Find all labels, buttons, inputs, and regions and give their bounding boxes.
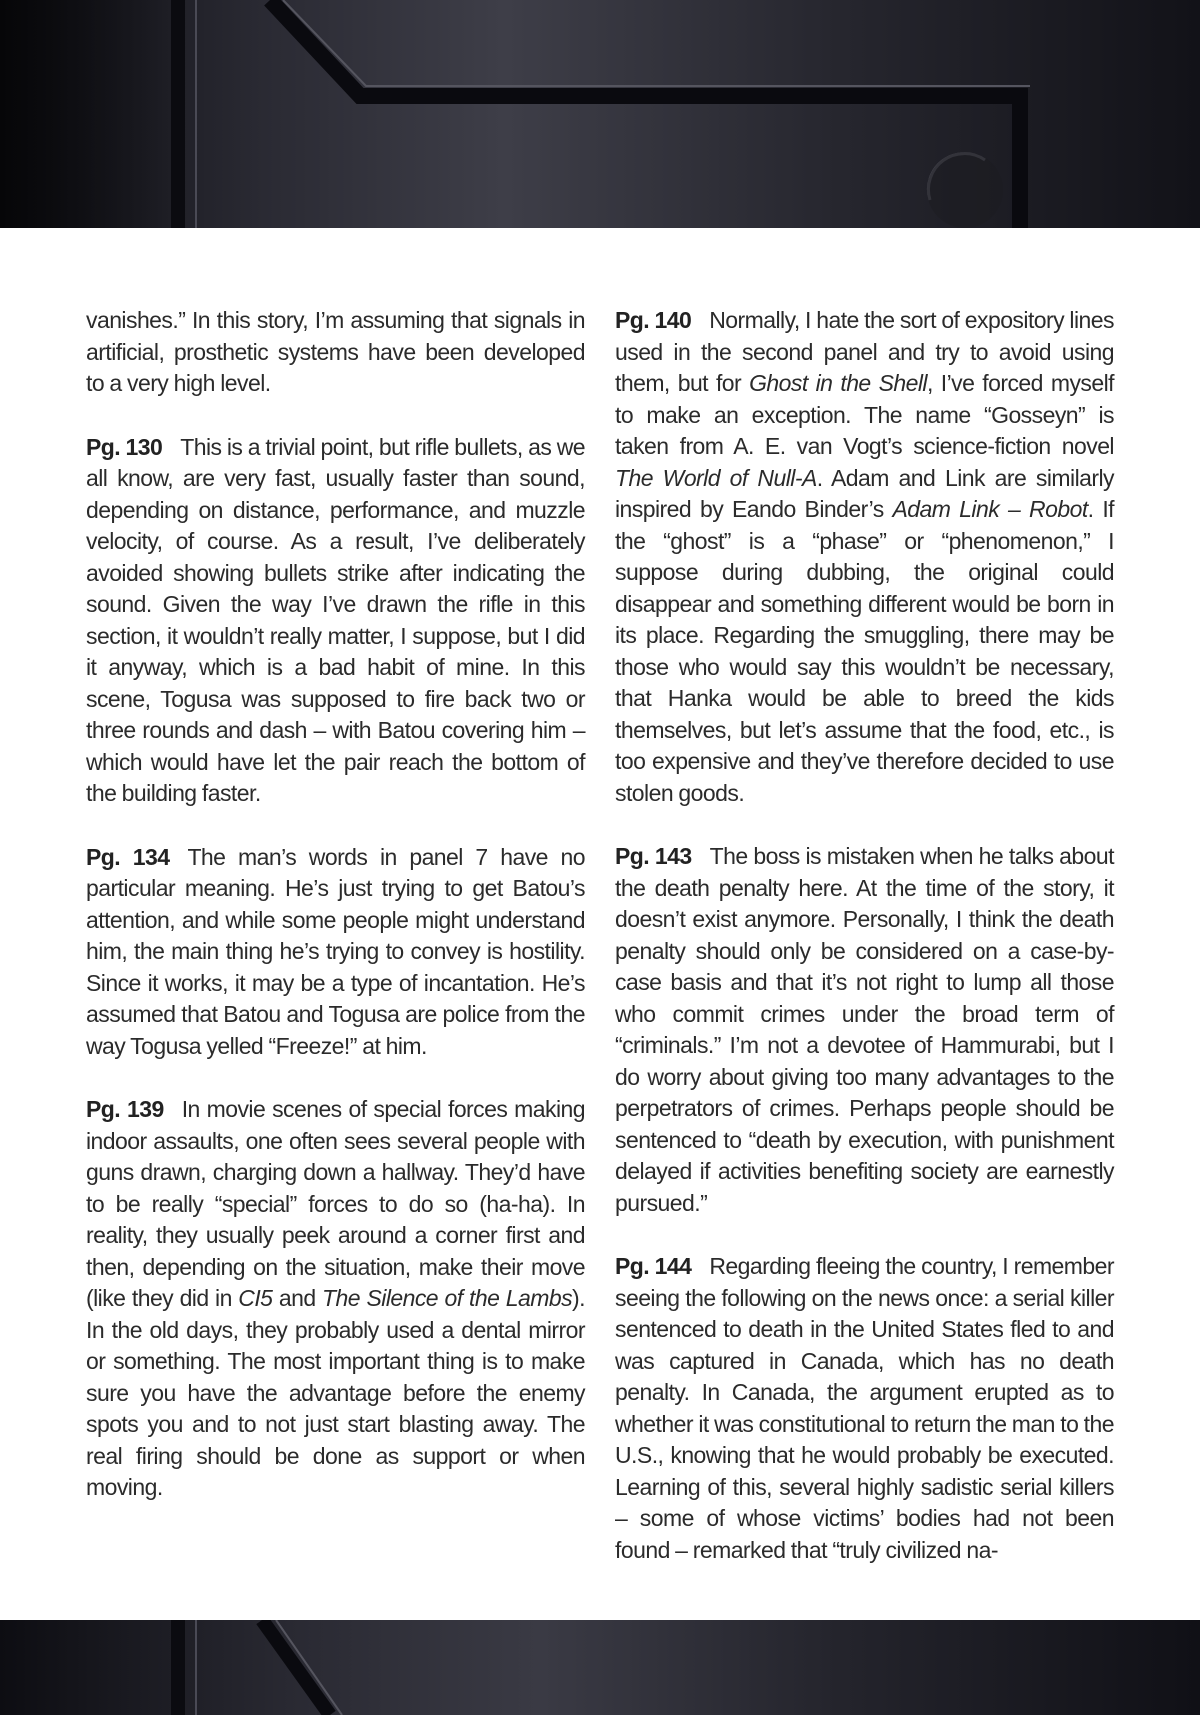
bottom-decorative-band	[0, 1620, 1200, 1715]
title-reference: Adam Link – Robot	[892, 496, 1088, 522]
title-reference: CI5	[238, 1285, 273, 1311]
text-columns	[86, 305, 1114, 1595]
circuit-panel-graphic-top	[0, 0, 1200, 228]
page-reference-label: Pg. 143	[615, 843, 692, 869]
commentary-paragraph	[86, 842, 585, 1063]
paragraph-text: ). In the old days, they probably used a dental mirror or something. The most important thing is to make sure you have the advantage before the enemy spots you and to not just start blasting away. The real firing should be done as support or when moving.	[86, 1285, 585, 1500]
paragraph-text: In movie scenes of special forces making indoor assaults, one often sees several people with guns drawn, charging down a hallway. They’d have to be really “special” forces to do so (ha-ha). In reality, they usually peek around a corner first and then, depending on the situation, make their move (like they did in	[86, 1096, 585, 1311]
page-reference-label: Pg. 139	[86, 1096, 164, 1122]
commentary-paragraph	[615, 841, 1114, 1219]
page-reference-label: Pg. 140	[615, 307, 692, 333]
paragraph-text: . If the “ghost” is a “phase” or “phenomenon,” I suppose during dubbing, the original could disappear and something different would be born in its place. Regarding the smuggling, there may be those who would say this wouldn’t be necessary, that Hanka would be able to breed the kids themselves, but let’s assume that the food, etc., is too expensive and they’ve therefore decided to use stolen goods.	[615, 496, 1115, 806]
paragraph-text: vanishes.” In this story, I’m assuming that signals in artificial, prosthetic systems have been developed to a very high level.	[86, 307, 585, 396]
page-reference-label: Pg. 130	[86, 433, 163, 460]
commentary-paragraph	[615, 305, 1114, 809]
paragraph-text: , I’ve forced myself to make an exception. The name “Gosseyn” is taken from A. E. van Vogt’s science-fiction novel	[615, 370, 1114, 459]
commentary-paragraph	[615, 1251, 1114, 1566]
commentary-paragraph	[86, 1094, 585, 1504]
paragraph-text: This is a trivial point, but rifle bullets, as we all know, are very fast, usually faster than sound, depending on distance, performance, and muzzle velocity, of course. As a result, I’ve deliberately avoided showing bullets strike after indicating the sound. Given the way I’ve drawn the rifle in this section, it wouldn’t really matter, I suppose, but I did it anyway, which is a bad habit of mine. In this scene, Togusa was supposed to fire back two or three rounds and dash – with Batou covering him – which would have let the pair reach the bottom of the building faster.	[86, 433, 585, 806]
right-column	[615, 305, 1114, 1598]
paragraph-text: Regarding fleeing the country, I remember seeing the following on the news once: a serial killer sentenced to death in the United States fled to and was captured in Canada, which has no death penalty. In Canada, the argument erupted as to whether it was constitutional to return the man to the U.S., knowing that he would probably be executed. Learning of this, several highly sadistic serial killers – some of whose victims’ bodies had not been found – remarked that “truly civilized na-	[615, 1253, 1115, 1563]
left-column	[86, 305, 585, 1536]
top-decorative-band	[0, 0, 1200, 228]
commentary-paragraph	[86, 305, 585, 400]
page-reference-label: Pg. 144	[615, 1253, 692, 1279]
paragraph-text: Normally, I hate the sort of expository lines used in the second panel and try to avoid using them, but for	[615, 307, 1114, 396]
circuit-panel-graphic-bottom	[0, 1620, 1200, 1715]
page-reference-label: Pg. 134	[86, 843, 170, 870]
title-reference: Ghost in the Shell	[749, 370, 927, 396]
paragraph-text: . Adam and Link are similarly inspired by Eando Binder’s	[615, 464, 1114, 522]
paragraph-text: The boss is mistaken when he talks about the death penalty here. At the time of the story, it doesn’t exist anymore. Personally, I think the death penalty should only be considered on a case-by-case basis and that it’s not right to lump all those who commit crimes under the broad term of “criminals.” I’m not a devotee of Hammurabi, but I do worry about giving too many advantages to the perpetrators of crimes. Perhaps people should be sentenced to “death by execution, with punishment delayed if activities benefiting society are earnestly pursued.”	[615, 843, 1114, 1216]
title-reference: The Silence of the Lambs	[322, 1285, 573, 1311]
paragraph-text: The man’s words in panel 7 have no particular meaning. He’s just trying to get Batou’s attention, and while some people might understand him, the main thing he’s trying to convey is hostility. Since it works, it may be a type of incantation. He’s assumed that Batou and Togusa are police from the way Togusa yelled “Freeze!” at him.	[86, 843, 585, 1059]
paragraph-text: and	[272, 1285, 323, 1311]
commentary-paragraph	[86, 432, 585, 810]
title-reference: The World of Null-A	[615, 464, 817, 491]
